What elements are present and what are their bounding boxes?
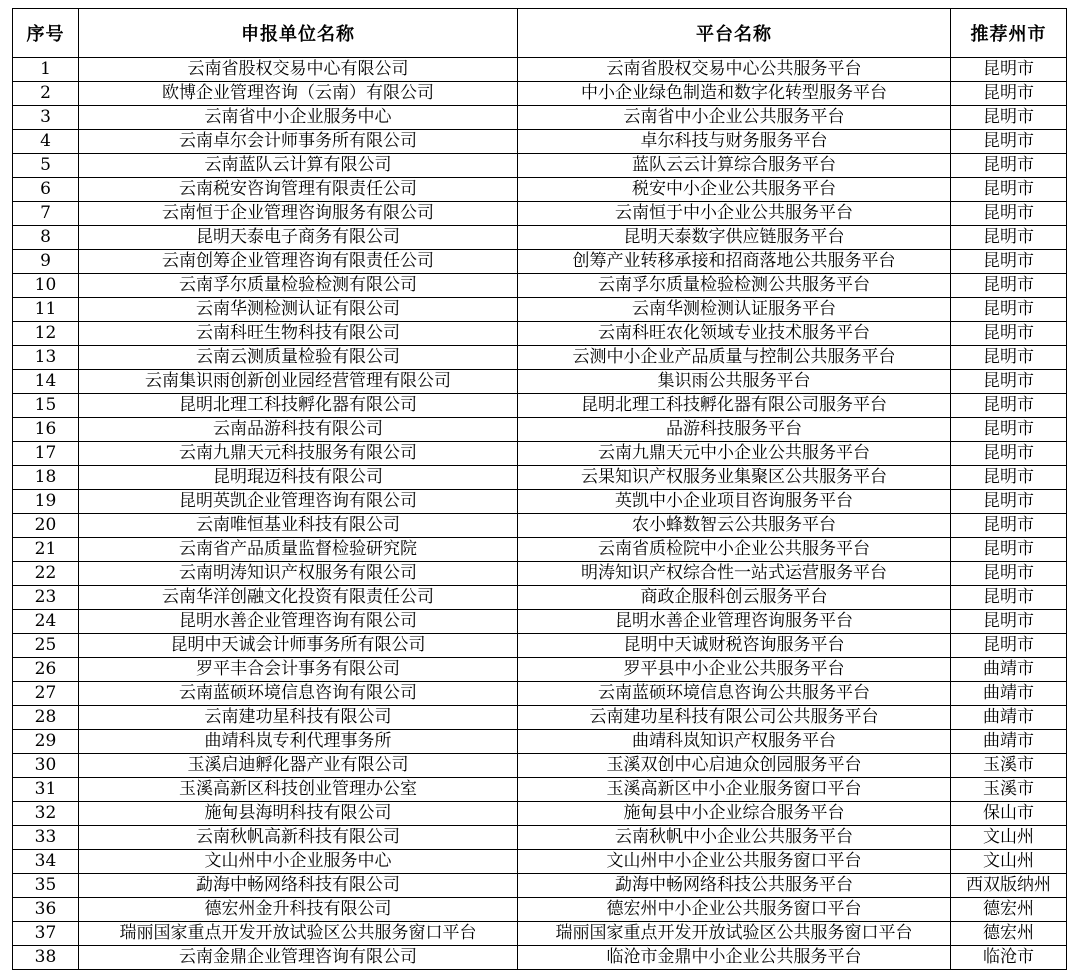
platform-name-cell: 云南蓝硕环境信息咨询公共服务平台 (518, 682, 951, 706)
recommending-city-cell: 昆明市 (951, 130, 1067, 154)
serial-number-cell: 16 (13, 418, 79, 442)
platform-name-cell: 集识雨公共服务平台 (518, 370, 951, 394)
applicant-unit-cell: 云南金鼎企业管理咨询有限公司 (79, 946, 518, 970)
recommending-city-cell: 曲靖市 (951, 730, 1067, 754)
serial-number-cell: 23 (13, 586, 79, 610)
platform-list-table (12, 8, 1067, 970)
platform-name-cell: 文山州中小企业公共服务窗口平台 (518, 850, 951, 874)
table-body (13, 58, 1067, 970)
table-row (13, 514, 1067, 538)
applicant-unit-cell: 德宏州金升科技有限公司 (79, 898, 518, 922)
platform-name-cell: 云南秋帆中小企业公共服务平台 (518, 826, 951, 850)
applicant-unit-cell: 云南省股权交易中心有限公司 (79, 58, 518, 82)
platform-name-cell: 商政企服科创云服务平台 (518, 586, 951, 610)
table-row (13, 874, 1067, 898)
serial-number-cell: 21 (13, 538, 79, 562)
recommending-city-cell: 昆明市 (951, 418, 1067, 442)
serial-number-cell: 27 (13, 682, 79, 706)
applicant-unit-cell: 云南卓尔会计师事务所有限公司 (79, 130, 518, 154)
table-row (13, 754, 1067, 778)
applicant-unit-cell: 云南省产品质量监督检验研究院 (79, 538, 518, 562)
applicant-unit-cell: 云南创筹企业管理咨询有限责任公司 (79, 250, 518, 274)
table-row (13, 562, 1067, 586)
applicant-unit-cell: 文山州中小企业服务中心 (79, 850, 518, 874)
serial-number-cell: 2 (13, 82, 79, 106)
serial-number-cell: 12 (13, 322, 79, 346)
platform-name-cell: 昆明水善企业管理咨询服务平台 (518, 610, 951, 634)
table-row (13, 802, 1067, 826)
applicant-unit-cell: 玉溪高新区科技创业管理办公室 (79, 778, 518, 802)
header-platform-name: 平台名称 (518, 9, 951, 58)
table-row (13, 442, 1067, 466)
applicant-unit-cell: 昆明中天诚会计师事务所有限公司 (79, 634, 518, 658)
applicant-unit-cell: 云南九鼎天元科技服务有限公司 (79, 442, 518, 466)
platform-name-cell: 云南恒于中小企业公共服务平台 (518, 202, 951, 226)
applicant-unit-cell: 云南蓝硕环境信息咨询有限公司 (79, 682, 518, 706)
recommending-city-cell: 玉溪市 (951, 754, 1067, 778)
applicant-unit-cell: 云南云测质量检验有限公司 (79, 346, 518, 370)
table-row (13, 394, 1067, 418)
applicant-unit-cell: 云南品游科技有限公司 (79, 418, 518, 442)
serial-number-cell: 9 (13, 250, 79, 274)
platform-name-cell: 英凯中小企业项目咨询服务平台 (518, 490, 951, 514)
table-row (13, 58, 1067, 82)
platform-name-cell: 云南九鼎天元中小企业公共服务平台 (518, 442, 951, 466)
table-row (13, 538, 1067, 562)
applicant-unit-cell: 昆明琨迈科技有限公司 (79, 466, 518, 490)
serial-number-cell: 3 (13, 106, 79, 130)
recommending-city-cell: 昆明市 (951, 610, 1067, 634)
recommending-city-cell: 昆明市 (951, 586, 1067, 610)
table-row (13, 466, 1067, 490)
table-row (13, 778, 1067, 802)
platform-name-cell: 曲靖科岚知识产权服务平台 (518, 730, 951, 754)
recommending-city-cell: 昆明市 (951, 106, 1067, 130)
serial-number-cell: 26 (13, 658, 79, 682)
applicant-unit-cell: 云南省中小企业服务中心 (79, 106, 518, 130)
platform-name-cell: 中小企业绿色制造和数字化转型服务平台 (518, 82, 951, 106)
table-row (13, 274, 1067, 298)
serial-number-cell: 35 (13, 874, 79, 898)
table-row (13, 898, 1067, 922)
serial-number-cell: 37 (13, 922, 79, 946)
recommending-city-cell: 昆明市 (951, 226, 1067, 250)
recommending-city-cell: 德宏州 (951, 898, 1067, 922)
applicant-unit-cell: 罗平丰合会计事务有限公司 (79, 658, 518, 682)
applicant-unit-cell: 云南唯恒基业科技有限公司 (79, 514, 518, 538)
platform-name-cell: 卓尔科技与财务服务平台 (518, 130, 951, 154)
table-row (13, 490, 1067, 514)
table-row (13, 178, 1067, 202)
serial-number-cell: 17 (13, 442, 79, 466)
recommending-city-cell: 昆明市 (951, 154, 1067, 178)
recommending-city-cell: 昆明市 (951, 466, 1067, 490)
applicant-unit-cell: 勐海中畅网络科技有限公司 (79, 874, 518, 898)
recommending-city-cell: 西双版纳州 (951, 874, 1067, 898)
serial-number-cell: 22 (13, 562, 79, 586)
recommending-city-cell: 昆明市 (951, 370, 1067, 394)
table-row (13, 850, 1067, 874)
table-row (13, 730, 1067, 754)
recommending-city-cell: 昆明市 (951, 490, 1067, 514)
applicant-unit-cell: 云南华洋创融文化投资有限责任公司 (79, 586, 518, 610)
platform-name-cell: 云南孚尔质量检验检测公共服务平台 (518, 274, 951, 298)
platform-name-cell: 云南科旺农化领域专业技术服务平台 (518, 322, 951, 346)
serial-number-cell: 32 (13, 802, 79, 826)
applicant-unit-cell: 云南建功星科技有限公司 (79, 706, 518, 730)
applicant-unit-cell: 昆明英凯企业管理咨询有限公司 (79, 490, 518, 514)
table-row (13, 322, 1067, 346)
serial-number-cell: 30 (13, 754, 79, 778)
table-row (13, 154, 1067, 178)
serial-number-cell: 13 (13, 346, 79, 370)
serial-number-cell: 7 (13, 202, 79, 226)
table-row (13, 922, 1067, 946)
platform-name-cell: 云南省股权交易中心公共服务平台 (518, 58, 951, 82)
applicant-unit-cell: 欧博企业管理咨询（云南）有限公司 (79, 82, 518, 106)
applicant-unit-cell: 云南科旺生物科技有限公司 (79, 322, 518, 346)
serial-number-cell: 34 (13, 850, 79, 874)
table-row (13, 202, 1067, 226)
platform-name-cell: 昆明天泰数字供应链服务平台 (518, 226, 951, 250)
recommending-city-cell: 昆明市 (951, 346, 1067, 370)
recommending-city-cell: 文山州 (951, 850, 1067, 874)
serial-number-cell: 25 (13, 634, 79, 658)
applicant-unit-cell: 曲靖科岚专利代理事务所 (79, 730, 518, 754)
applicant-unit-cell: 云南华测检测认证有限公司 (79, 298, 518, 322)
serial-number-cell: 6 (13, 178, 79, 202)
serial-number-cell: 1 (13, 58, 79, 82)
table-row (13, 346, 1067, 370)
table-row (13, 658, 1067, 682)
recommending-city-cell: 昆明市 (951, 322, 1067, 346)
platform-name-cell: 蓝队云云计算综合服务平台 (518, 154, 951, 178)
table-row (13, 226, 1067, 250)
platform-name-cell: 德宏州中小企业公共服务窗口平台 (518, 898, 951, 922)
serial-number-cell: 20 (13, 514, 79, 538)
table-row (13, 418, 1067, 442)
recommending-city-cell: 昆明市 (951, 514, 1067, 538)
platform-name-cell: 云南建功星科技有限公司公共服务平台 (518, 706, 951, 730)
serial-number-cell: 28 (13, 706, 79, 730)
recommending-city-cell: 昆明市 (951, 634, 1067, 658)
applicant-unit-cell: 云南秋帆高新科技有限公司 (79, 826, 518, 850)
serial-number-cell: 31 (13, 778, 79, 802)
applicant-unit-cell: 昆明北理工科技孵化器有限公司 (79, 394, 518, 418)
platform-name-cell: 玉溪双创中心启迪众创园服务平台 (518, 754, 951, 778)
applicant-unit-cell: 云南集识雨创新创业园经营管理有限公司 (79, 370, 518, 394)
platform-name-cell: 临沧市金鼎中小企业公共服务平台 (518, 946, 951, 970)
recommending-city-cell: 曲靖市 (951, 658, 1067, 682)
header-applicant-unit: 申报单位名称 (79, 9, 518, 58)
applicant-unit-cell: 云南明涛知识产权服务有限公司 (79, 562, 518, 586)
serial-number-cell: 8 (13, 226, 79, 250)
serial-number-cell: 33 (13, 826, 79, 850)
serial-number-cell: 11 (13, 298, 79, 322)
platform-name-cell: 昆明北理工科技孵化器有限公司服务平台 (518, 394, 951, 418)
table-row (13, 82, 1067, 106)
recommending-city-cell: 曲靖市 (951, 682, 1067, 706)
platform-name-cell: 罗平县中小企业公共服务平台 (518, 658, 951, 682)
platform-name-cell: 云南省质检院中小企业公共服务平台 (518, 538, 951, 562)
recommending-city-cell: 玉溪市 (951, 778, 1067, 802)
applicant-unit-cell: 云南蓝队云计算有限公司 (79, 154, 518, 178)
recommending-city-cell: 昆明市 (951, 178, 1067, 202)
recommending-city-cell: 昆明市 (951, 298, 1067, 322)
applicant-unit-cell: 云南孚尔质量检验检测有限公司 (79, 274, 518, 298)
serial-number-cell: 4 (13, 130, 79, 154)
platform-name-cell: 农小蜂数智云公共服务平台 (518, 514, 951, 538)
serial-number-cell: 29 (13, 730, 79, 754)
applicant-unit-cell: 云南税安咨询管理有限责任公司 (79, 178, 518, 202)
platform-name-cell: 云测中小企业产品质量与控制公共服务平台 (518, 346, 951, 370)
serial-number-cell: 14 (13, 370, 79, 394)
table-row (13, 370, 1067, 394)
platform-name-cell: 云果知识产权服务业集聚区公共服务平台 (518, 466, 951, 490)
applicant-unit-cell: 玉溪启迪孵化器产业有限公司 (79, 754, 518, 778)
recommending-city-cell: 昆明市 (951, 538, 1067, 562)
table-row (13, 706, 1067, 730)
table-row (13, 634, 1067, 658)
platform-name-cell: 创筹产业转移承接和招商落地公共服务平台 (518, 250, 951, 274)
serial-number-cell: 15 (13, 394, 79, 418)
platform-name-cell: 瑞丽国家重点开发开放试验区公共服务窗口平台 (518, 922, 951, 946)
platform-name-cell: 明涛知识产权综合性一站式运营服务平台 (518, 562, 951, 586)
recommending-city-cell: 昆明市 (951, 442, 1067, 466)
recommending-city-cell: 昆明市 (951, 82, 1067, 106)
recommending-city-cell: 昆明市 (951, 274, 1067, 298)
serial-number-cell: 5 (13, 154, 79, 178)
table-row (13, 826, 1067, 850)
platform-name-cell: 云南华测检测认证服务平台 (518, 298, 951, 322)
recommending-city-cell: 临沧市 (951, 946, 1067, 970)
serial-number-cell: 10 (13, 274, 79, 298)
table-header (13, 9, 1067, 58)
table-row (13, 106, 1067, 130)
recommending-city-cell: 曲靖市 (951, 706, 1067, 730)
recommending-city-cell: 昆明市 (951, 250, 1067, 274)
platform-name-cell: 税安中小企业公共服务平台 (518, 178, 951, 202)
header-serial-number: 序号 (13, 9, 79, 58)
platform-name-cell: 昆明中天诚财税咨询服务平台 (518, 634, 951, 658)
header-recommending-city: 推荐州市 (951, 9, 1067, 58)
serial-number-cell: 38 (13, 946, 79, 970)
recommending-city-cell: 昆明市 (951, 394, 1067, 418)
recommending-city-cell: 昆明市 (951, 58, 1067, 82)
table-row (13, 130, 1067, 154)
recommending-city-cell: 文山州 (951, 826, 1067, 850)
recommending-city-cell: 德宏州 (951, 922, 1067, 946)
recommending-city-cell: 昆明市 (951, 202, 1067, 226)
table-row (13, 298, 1067, 322)
platform-name-cell: 勐海中畅网络科技公共服务平台 (518, 874, 951, 898)
table-row (13, 682, 1067, 706)
serial-number-cell: 24 (13, 610, 79, 634)
header-row (13, 9, 1067, 58)
serial-number-cell: 19 (13, 490, 79, 514)
table-row (13, 946, 1067, 970)
applicant-unit-cell: 昆明天泰电子商务有限公司 (79, 226, 518, 250)
serial-number-cell: 36 (13, 898, 79, 922)
applicant-unit-cell: 昆明水善企业管理咨询有限公司 (79, 610, 518, 634)
table-row (13, 586, 1067, 610)
table-row (13, 610, 1067, 634)
platform-name-cell: 品游科技服务平台 (518, 418, 951, 442)
platform-name-cell: 施甸县中小企业综合服务平台 (518, 802, 951, 826)
recommending-city-cell: 昆明市 (951, 562, 1067, 586)
applicant-unit-cell: 云南恒于企业管理咨询服务有限公司 (79, 202, 518, 226)
recommending-city-cell: 保山市 (951, 802, 1067, 826)
serial-number-cell: 18 (13, 466, 79, 490)
applicant-unit-cell: 施甸县海明科技有限公司 (79, 802, 518, 826)
table-row (13, 250, 1067, 274)
platform-name-cell: 玉溪高新区中小企业服务窗口平台 (518, 778, 951, 802)
applicant-unit-cell: 瑞丽国家重点开发开放试验区公共服务窗口平台 (79, 922, 518, 946)
platform-name-cell: 云南省中小企业公共服务平台 (518, 106, 951, 130)
